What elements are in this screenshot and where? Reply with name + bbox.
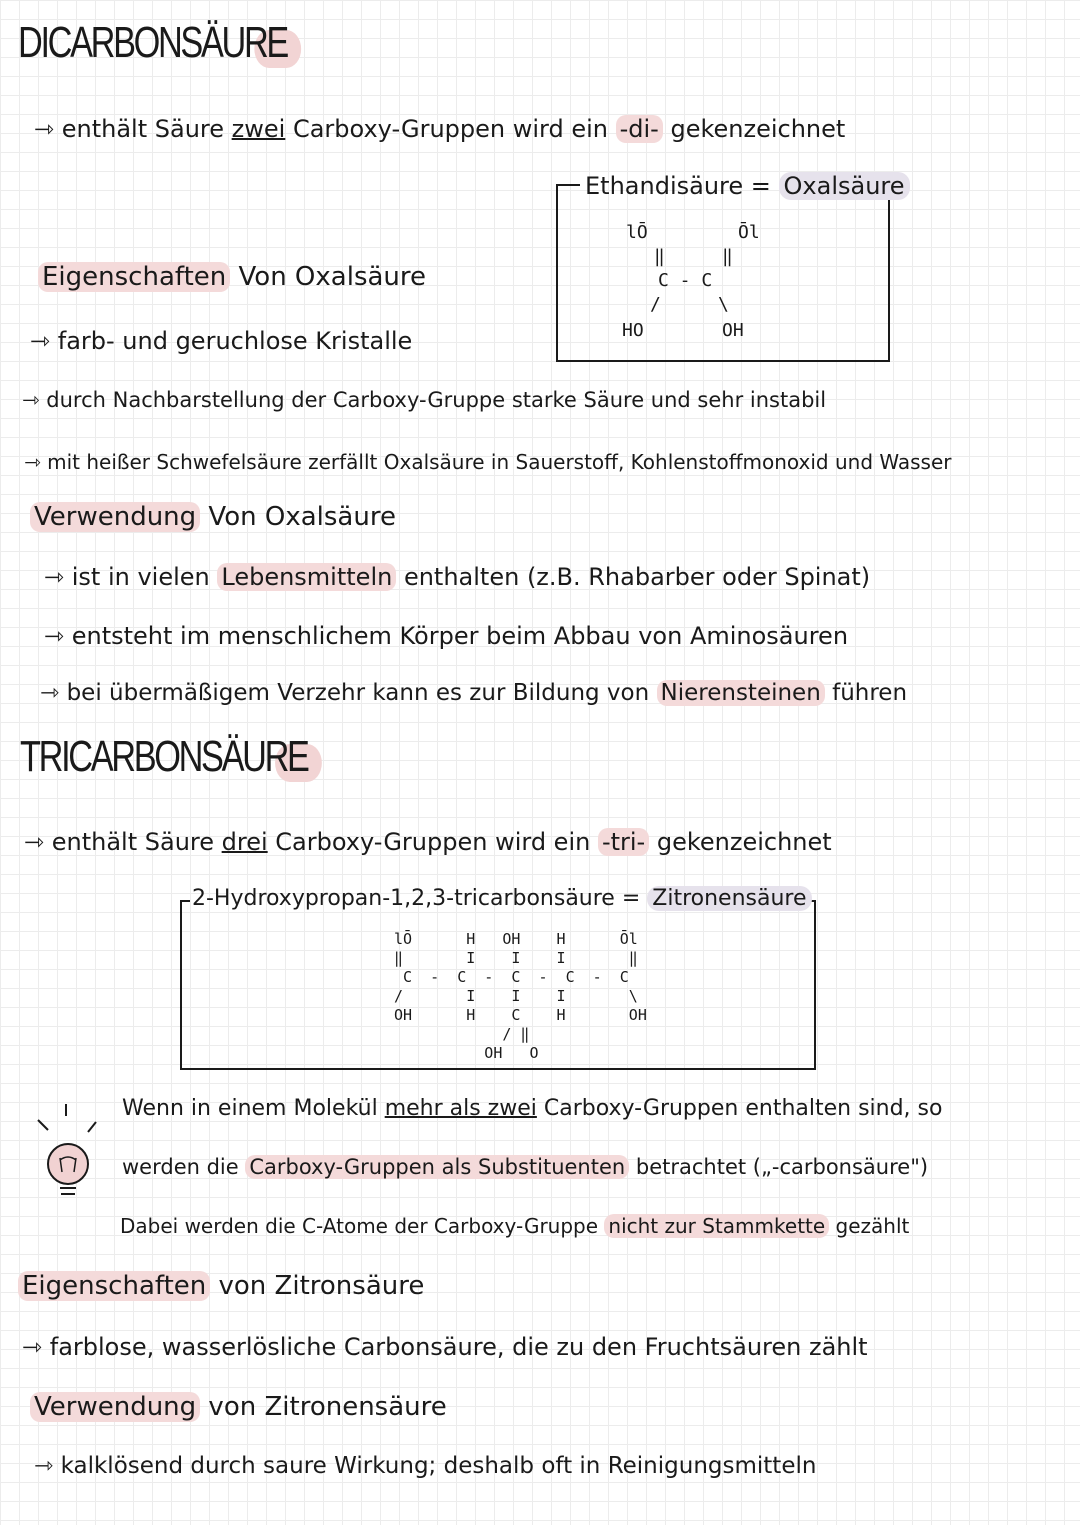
note-line-1: Wenn in einem Molekül mehr als zwei Carboxy-Gruppen enthalten sind, so [122,1096,943,1121]
lightbulb-icon [36,1100,106,1210]
oxalsaeure-name: Oxalsäure [779,172,910,200]
zitronensaeure-usage-heading: Verwendung von Zitronensäure [30,1392,447,1422]
dicarbon-definition: ⇾ enthält Säure zwei Carboxy-Gruppen wird ein -di- gekenzeichnet [34,115,846,143]
zitronensaeure-properties-heading: Eigenschaften von Zitronsäure [18,1271,424,1301]
bond-single-left: / [650,294,661,315]
note-line-2: werden die Carboxy-Gruppen als Substituenten betrachtet („-carbonsäure") [122,1155,929,1179]
oxalsaeure-box-label: Ethandisäure = Oxalsäure [585,172,910,200]
zitronensaeure-name: Zitronensäure [647,886,811,911]
oxal-property-2: ⇾ durch Nachbarstellung der Carboxy-Gruppe starke Säure und sehr instabil [22,388,827,412]
oxalsaeure-properties-heading: Eigenschaften Von Oxalsäure [38,262,426,292]
atom-o-right: Ōl [738,222,760,243]
oxal-usage-2: ⇾ entsteht im menschlichem Körper beim Abbau von Aminosäuren [44,622,849,650]
oxal-usage-1: ⇾ ist in vielen Lebensmitteln enthalten (z.B. Rhabarber oder Spinat) [44,563,871,591]
atom-ho: HO [622,320,644,341]
word-drei: drei [221,828,268,856]
c-c-link: C - C [658,270,713,291]
oxal-property-3: ⇾ mit heißer Schwefelsäure zerfällt Oxalsäure in Sauerstoff, Kohlenstoffmonoxid und Wasser [24,450,952,474]
oxal-property-1: ⇾ farb- und geruchlose Kristalle [30,327,413,355]
oxal-usage-3: ⇾ bei übermäßigem Verzehr kann es zur Bildung von Nierensteinen führen [40,680,908,706]
bond-single-right: \ [718,294,729,315]
section-title-tricarbonsaeure: TRICARBONSÄURE [20,732,308,782]
zitronen-property-1: ⇾ farblose, wasserlösliche Carbonsäure, die zu den Fruchtsäuren zählt [22,1333,868,1361]
atom-oh: OH [722,320,744,341]
section-title-dicarbonsaeure: DICARBONSÄURE [18,18,287,68]
zitronensaeure-box-label: 2-Hydroxypropan-1,2,3-tricarbonsäure = Zitronensäure [192,886,812,911]
note-line-3: Dabei werden die C-Atome der Carboxy-Gruppe nicht zur Stammkette gezählt [120,1214,910,1238]
tricarbon-definition: ⇾ enthält Säure drei Carboxy-Gruppen wird ein -tri- gekenzeichnet [24,828,832,856]
bond-double-left: ‖ [654,246,665,267]
atom-o-left: lŌ [626,222,648,243]
oxalsaeure-usage-heading: Verwendung Von Oxalsäure [30,502,396,532]
prefix-tri: -tri- [598,828,649,856]
prefix-di: -di- [616,115,663,143]
zitronen-usage-1: ⇾ kalklösend durch saure Wirkung; deshalb oft in Reinigungsmitteln [34,1453,817,1479]
citric-acid-formula: lŌ H OH H Ōl ‖ I I I ‖ C - C - C - C - C / I I I \ OH H C H OH / ‖ OH O [394,930,647,1062]
word-zwei: zwei [231,115,286,143]
bond-double-right: ‖ [722,246,733,267]
